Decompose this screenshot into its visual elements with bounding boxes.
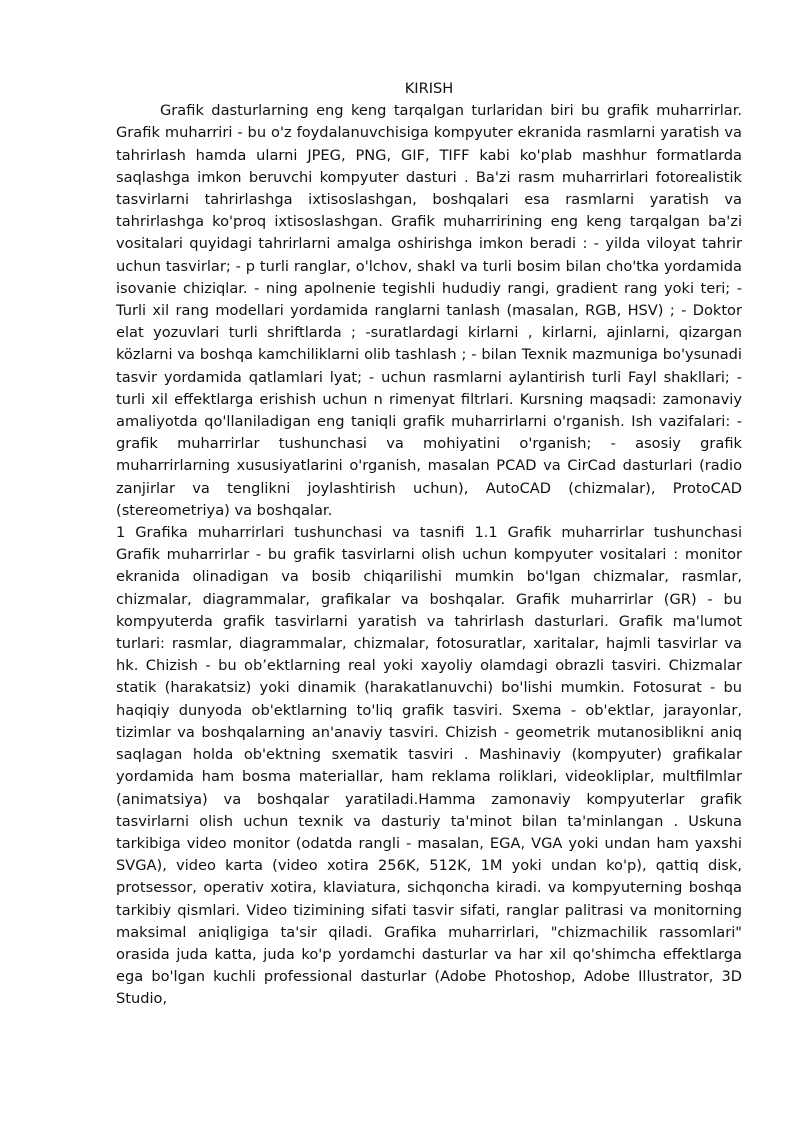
intro-paragraph: Grafik dasturlarning eng keng tarqalgan turlaridan biri bu grafik muharrirlar. Grafik muharriri - bu o'z foydalanuvchisiga kompyuter ekranida rasmlarni yaratish va tahrirlash hamda ularni JPEG, PNG, GIF, TIFF kabi ko'plab mashhur formatlarda saqlashga imkon beruvchi kompyuter dasturi . Ba'zi rasm muharrirlari fotorealistik tasvirlarni tahrirlashga ixtisoslashgan, boshqalari esa rasmlarni yaratish va tahrirlashga ko'proq ixtisoslashgan. Grafik muharririning eng keng tarqalgan ba'zi vositalari quyidagi tahrirlarni amalga oshirishga imkon beradi : - yilda viloyat tahrir uchun tasvirlar; - p turli ranglar, o'lchov, shakl va turli bosim bilan cho'tka yordamida isovanie chiziqlar. - ning apolnenie tegishli hududiy rangi, gradient rang yoki teri; - Turli xil rang modellari yordamida ranglarni tanlash (masalan, RGB, HSV) ; - Doktor elat yozuvlari turli shriftlarda ; -suratlardagi kirlarni , kirlarni, ajinlarni, qizargan közlarni va boshqa kamchiliklarni olib tashlash ; - bilan Texnik mazmuniga bo'ysunadi tasvir yordamida qatlamlari lyat; - uchun rasmlarni aylantirish turli Fayl shakllari; - turli xil effektlarga erishish uchun n rimenyat filtrlari. Kursning maqsadi: zamonaviy amaliyotda qo'llaniladigan eng taniqli grafik muharrirlarni o'rganish. Ish vazifalari: - grafik muharrirlar tushunchasi va mohiyatini o'rganish; - asosiy grafik muharrirlarning xususiyatlarini o'rganish, masalan PCAD va CirCad dasturlari (radio zanjirlar va tenglikni joylashtirish uchun), AutoCAD (chizmalar), ProtoCAD (stereometriya) va boshqalar. — [116, 102, 742, 519]
document-title: KIRISH — [404, 80, 454, 97]
section-paragraph: 1 Grafika muharrirlari tushunchasi va tasnifi 1.1 Grafik muharrirlar tushunchasi Grafik muharrirlar - bu grafik tasvirlarni olish uchun kompyuter vositalari : monitor ekranida olinadigan va bosib chiqarilishi mumkin bo'lgan chizmalar, rasmlar, chizmalar, diagrammalar, grafikalar va boshqalar. Grafik muharrirlar (GR) - bu kompyuterda grafik tasvirlarni yaratish va tahrirlash dasturlari. Grafik ma'lumot turlari: rasmlar, diagrammalar, chizmalar, fotosuratlar, xaritalar, hajmli tasvirlar va hk. Chizish - bu ob’ektlarning real yoki xayoliy olamdagi obrazli tasviri. Chizmalar statik (harakatsiz) yoki dinamik (harakatlanuvchi) bo'lishi mumkin. Fotosurat - bu haqiqiy dunyoda ob'ektlarning to'liq grafik tasviri. Sxema - ob'ektlar, jarayonlar, tizimlar va boshqalarning an'anaviy tasviri. Chizish - geometrik mutanosiblikni aniq saqlagan holda ob'ektning sxematik tasviri . Mashinaviy (kompyuter) grafikalar yordamida ham bosma materiallar, ham reklama roliklari, videokliplar, multfilmlar (animatsiya) va boshqalar yaratiladi.Hamma zamonaviy kompyuterlar grafik tasvirlarni olish uchun texnik va dasturiy ta'minot bilan ta'minlangan . Uskuna tarkibiga video monitor (odatda rangli - masalan, EGA, VGA yoki undan ham yaxshi SVGA), video karta (video xotira 256K, 512K, 1M yoki undan ko'p), qattiq disk, protsessor, operativ xotira, klaviatura, sichqoncha kiradi. va kompyuterning boshqa tarkibiy qismlari. Video tizimining sifati tasvir sifati, ranglar palitrasi va monitorning maksimal aniqligiga ta'sir qiladi. Grafika muharrirlari, "chizmachilik rassomlari" orasida juda katta, juda ko'p yordamchi dasturlar va har xil qo'shimcha effektlarga ega bo'lgan kuchli professional dasturlar (Adobe Photoshop, Adobe Illustrator, 3D Studio, — [116, 524, 742, 1008]
document-page — [116, 78, 742, 1011]
